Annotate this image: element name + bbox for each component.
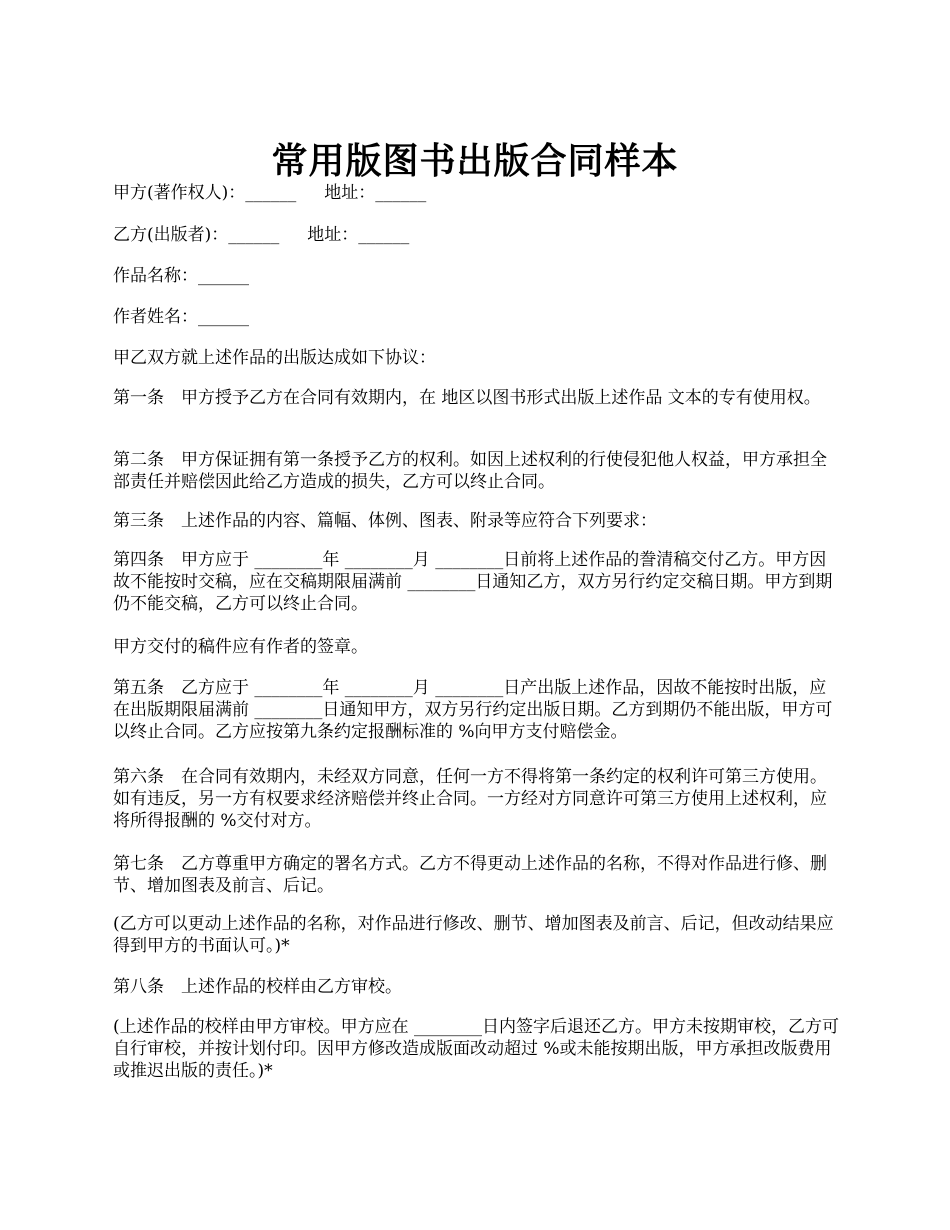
party-b-label: 乙方(出版者)：______ xyxy=(113,225,280,245)
party-b-line xyxy=(113,224,843,246)
clause-8-alternative: (上述作品的校样由甲方审校。甲方应在 ________日内签字后退还乙方。甲方未按期审校，乙方可自行审校，并按计划付印。因甲方修改造成版面改动超过 %或未能按期出版，甲方承担改版费用或推迟出版的责任。)* xyxy=(113,1017,840,1081)
party-a-label: 甲方(著作权人)：______ xyxy=(113,183,297,203)
party-a-address: 地址：______ xyxy=(324,183,427,203)
clause-1: 第一条 甲方授予乙方在合同有效期内，在 地区以图书形式出版上述作品 文本的专有使用权。 xyxy=(113,388,821,408)
clause-7-alternative: (乙方可以更动上述作品的名称，对作品进行修改、删节、增加图表及前言、后记，但改动结果应得到甲方的书面认可。)* xyxy=(113,914,834,956)
clause-7: 第七条 乙方尊重甲方确定的署名方式。乙方不得更动上述作品的名称，不得对作品进行修、删节、增加图表及前言、后记。 xyxy=(113,854,827,896)
clause-4-note: 甲方交付的稿件应有作者的签章。 xyxy=(113,637,368,657)
clause-6: 第六条 在合同有效期内，未经双方同意，任何一方不得将第一条约定的权利许可第三方使用。如有违反，另一方有权要求经济赔偿并终止合同。一方经对方同意许可第三方使用上述权利，应将所得报酬的 %交付对方。 xyxy=(113,767,827,831)
clause-5: 第五条 乙方应于 ________年 ________月 ________日产出版上述作品，因故不能按时出版，应在出版期限届满前 ________日通知甲方，双方另行约定出版日期。乙方到期仍不能出版，甲方可以终止合同。乙方应按第九条约定报酬标准的 %向甲方支付赔偿金。 xyxy=(113,678,833,742)
author-name-line: 作者姓名：______ xyxy=(113,307,249,327)
clause-4: 第四条 甲方应于 ________年 ________月 ________日前将上述作品的誊清稿交付乙方。甲方因故不能按时交稿，应在交稿期限届满前 ________日通知乙方，双方另行约定交稿日期。甲方到期仍不能交稿，乙方可以终止合同。 xyxy=(113,550,833,614)
party-a-line xyxy=(113,182,843,204)
clause-8: 第八条 上述作品的校样由乙方审校。 xyxy=(113,977,402,997)
intro-paragraph: 甲乙双方就上述作品的出版达成如下协议： xyxy=(113,348,436,368)
clause-2: 第二条 甲方保证拥有第一条授予乙方的权利。如因上述权利的行使侵犯他人权益，甲方承担全部责任并赔偿因此给乙方造成的损失，乙方可以终止合同。 xyxy=(113,450,827,492)
clause-3: 第三条 上述作品的内容、篇幅、体例、图表、附录等应符合下列要求： xyxy=(113,511,657,531)
work-name-line: 作品名称：______ xyxy=(113,266,249,286)
party-b-address: 地址：______ xyxy=(307,225,410,245)
document-title: 常用版图书出版合同样本 xyxy=(271,140,679,183)
